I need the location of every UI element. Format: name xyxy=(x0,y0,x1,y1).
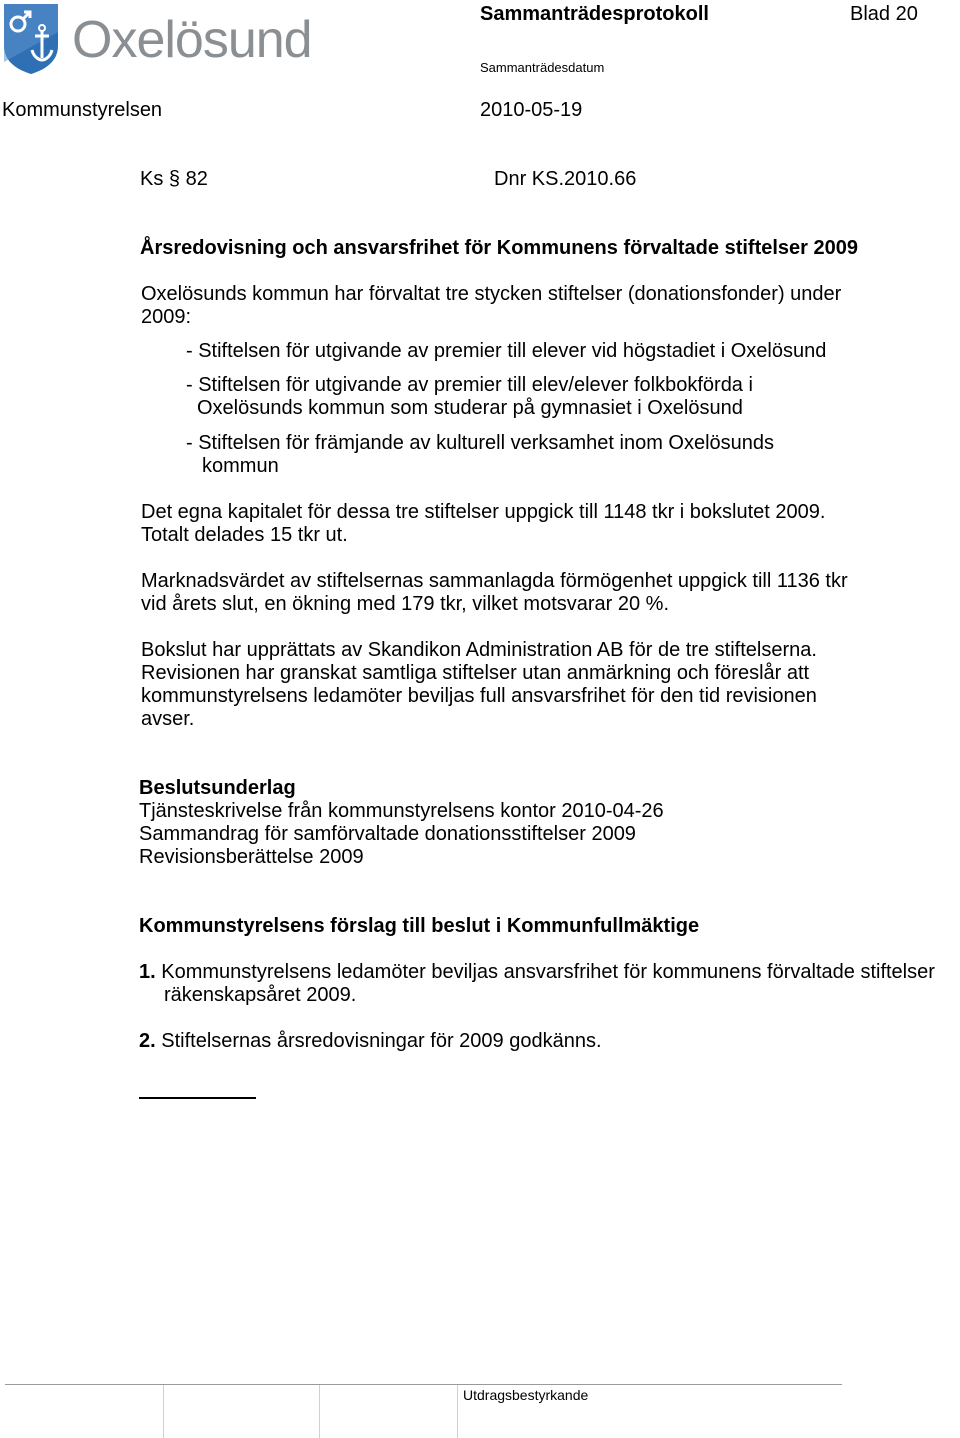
paragraph-line: Totalt delades 15 tkr ut. xyxy=(141,524,348,546)
decision-basis-heading: Beslutsunderlag xyxy=(139,777,296,799)
paragraph-line: Marknadsvärdet av stiftelsernas sammanlagda förmögenhet uppgick till 1136 tkr xyxy=(141,570,848,592)
logo-wordmark: Oxelösund xyxy=(72,11,312,69)
intro-line: 2009: xyxy=(141,306,192,328)
date-label: Sammanträdesdatum xyxy=(480,60,605,75)
proposal-item xyxy=(139,961,935,984)
paragraph-line: vid årets slut, en ökning med 179 tkr, vilket motsvarar 20 %. xyxy=(141,593,670,615)
paragraph-line: Bokslut har upprättats av Skandikon Administration AB för de tre stiftelserna. xyxy=(141,639,817,661)
intro-paragraph xyxy=(141,283,841,329)
proposal-heading: Kommunstyrelsens förslag till beslut i Kommunfullmäktige xyxy=(139,915,700,937)
paragraph-line: kommunstyrelsens ledamöter beviljas full ansvarsfrihet för den tid revisionen xyxy=(141,685,817,707)
paragraph-line: Revisionen har granskat samtliga stiftelser utan anmärkning och föreslår att xyxy=(141,662,810,684)
proposal-item-text: Stiftelsernas årsredovisningar för 2009 godkänns. xyxy=(161,1030,602,1052)
foundation-item-continuation: kommun xyxy=(202,455,279,477)
footer-column-divider xyxy=(457,1385,458,1438)
foundation-item-continuation: Oxelösunds kommun som studerar på gymnasiet i Oxelösund xyxy=(197,397,743,419)
paragraph-line: avser. xyxy=(141,708,195,730)
decision-basis-item: Revisionsberättelse 2009 xyxy=(139,846,364,868)
certification-label: Utdragsbestyrkande xyxy=(463,1387,589,1403)
footer-divider xyxy=(5,1384,842,1385)
footer-column-divider xyxy=(163,1385,164,1438)
shield-logo-icon xyxy=(2,2,60,76)
proposal-item-text: Kommunstyrelsens ledamöter beviljas ansvarsfrihet för kommunens förvaltade stiftelser xyxy=(161,961,935,983)
case-heading: Årsredovisning och ansvarsfrihet för Kommunens förvaltade stiftelser 2009 xyxy=(140,237,858,259)
proposal-item-number: 2. xyxy=(139,1030,156,1052)
proposal-item-number: 1. xyxy=(139,961,156,983)
decision-basis-item: Sammandrag för samförvaltade donationsstiftelser 2009 xyxy=(139,823,636,845)
decision-basis-section xyxy=(139,777,664,869)
foundation-item: - Stiftelsen för utgivande av premier till elev/elever folkbokförda i xyxy=(186,374,753,396)
intro-line: Oxelösunds kommun har förvaltat tre stycken stiftelser (donationsfonder) under xyxy=(141,283,842,305)
document-title: Sammanträdesprotokoll xyxy=(480,3,709,25)
market-value-paragraph xyxy=(141,570,848,616)
proposal-item-continuation: räkenskapsåret 2009. xyxy=(164,984,357,1006)
case-paragraph-number: Ks § 82 xyxy=(140,168,208,190)
case-diary-number: Dnr KS.2010.66 xyxy=(494,168,637,190)
committee-name: Kommunstyrelsen xyxy=(2,99,163,121)
foundation-item: - Stiftelsen för utgivande av premier till elever vid högstadiet i Oxelösund xyxy=(186,340,827,362)
decision-basis-item: Tjänsteskrivelse från kommunstyrelsens kontor 2010-04-26 xyxy=(139,800,664,822)
paragraph-line: Det egna kapitalet för dessa tre stiftelser uppgick till 1148 tkr i bokslutet 2009. xyxy=(141,501,826,523)
signature-rule xyxy=(139,1097,256,1099)
foundation-item: - Stiftelsen för främjande av kulturell verksamhet inom Oxelösunds xyxy=(186,432,775,454)
proposal-item xyxy=(139,1030,602,1053)
page-number: Blad 20 xyxy=(850,3,918,25)
audit-paragraph xyxy=(141,639,817,731)
capital-paragraph xyxy=(141,501,825,547)
meeting-date: 2010-05-19 xyxy=(480,99,583,121)
footer-column-divider xyxy=(319,1385,320,1438)
